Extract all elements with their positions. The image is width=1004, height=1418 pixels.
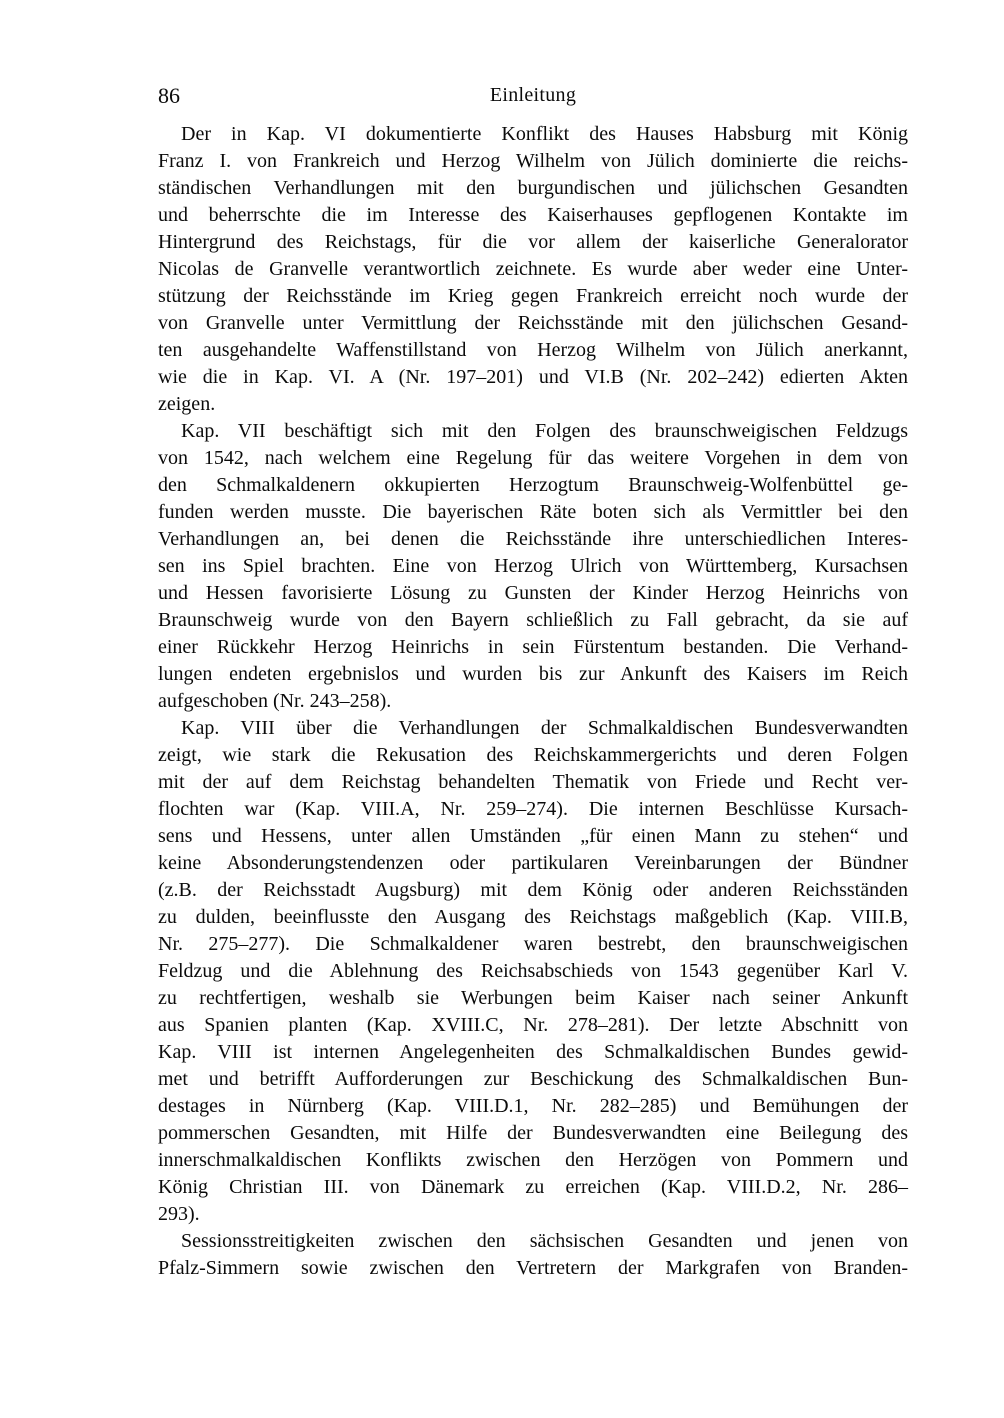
text-line: Braunschweig wurde von den Bayern schließlich zu Fall gebracht, da sie auf bbox=[158, 609, 908, 631]
text-line: Der in Kap. VI dokumentierte Konflikt des Hauses Habsburg mit König bbox=[181, 123, 908, 145]
text-line: mit der auf dem Reichstag behandelten Thematik von Friede und Recht ver- bbox=[158, 771, 908, 793]
text-line: funden werden musste. Die bayerischen Räte boten sich als Vermittler bei den bbox=[158, 501, 908, 523]
text-line: Kap. VII beschäftigt sich mit den Folgen des braunschweigischen Feldzugs bbox=[181, 420, 908, 442]
text-line: Kap. VIII ist internen Angelegenheiten des Schmalkaldischen Bundes gewid- bbox=[158, 1041, 908, 1063]
text-line: von Granvelle unter Vermittlung der Reichsstände mit den jülichschen Gesand- bbox=[158, 312, 908, 334]
text-line: Hintergrund des Reichstags, für die vor allem der kaiserliche Generalorator bbox=[158, 231, 908, 253]
text-line: Verhandlungen an, bei denen die Reichsstände ihre unterschiedlichen Interes- bbox=[158, 528, 908, 550]
text-line: innerschmalkaldischen Konflikts zwischen den Herzögen von Pommern und bbox=[158, 1149, 908, 1171]
text-line: Kap. VIII über die Verhandlungen der Schmalkaldischen Bundesverwandten bbox=[181, 717, 908, 739]
text-line: zu rechtfertigen, weshalb sie Werbungen beim Kaiser nach seiner Ankunft bbox=[158, 987, 908, 1009]
text-line: und Hessen favorisierte Lösung zu Gunsten der Kinder Herzog Heinrichs von bbox=[158, 582, 908, 604]
text-line: Feldzug und die Ablehnung des Reichsabschieds von 1543 gegenüber Karl V. bbox=[158, 960, 908, 982]
text-line: flochten war (Kap. VIII.A, Nr. 259–274). Die internen Beschlüsse Kursach- bbox=[158, 798, 908, 820]
text-line: sens und Hessens, unter allen Umständen „für einen Mann zu stehen“ und bbox=[158, 825, 908, 847]
text-line: (z.B. der Reichsstadt Augsburg) mit dem König oder anderen Reichsständen bbox=[158, 879, 908, 901]
page-number: 86 bbox=[158, 83, 180, 108]
text-line: aufgeschoben (Nr. 243–258). bbox=[158, 690, 392, 712]
text-line: Sessionsstreitigkeiten zwischen den sächsischen Gesandten und jenen von bbox=[181, 1230, 908, 1252]
text-line: sen ins Spiel brachten. Eine von Herzog Ulrich von Württemberg, Kursachsen bbox=[158, 555, 908, 577]
text-line: einer Rückkehr Herzog Heinrichs in sein Fürstentum bestanden. Die Verhand- bbox=[158, 636, 908, 658]
text-body bbox=[158, 121, 908, 1282]
text-line: zeigen. bbox=[158, 393, 216, 415]
text-line: zeigt, wie stark die Rekusation des Reichskammergerichts und deren Folgen bbox=[158, 744, 908, 766]
text-line: und beherrschte die im Interesse des Kaiserhauses gepflogenen Kontakte im bbox=[158, 204, 908, 226]
text-line: König Christian III. von Dänemark zu erreichen (Kap. VIII.D.2, Nr. 286– bbox=[158, 1176, 908, 1198]
text-line: von 1542, nach welchem eine Regelung für das weitere Vorgehen in dem von bbox=[158, 447, 908, 469]
text-line: stützung der Reichsstände im Krieg gegen Frankreich erreicht noch wurde der bbox=[158, 285, 908, 307]
running-header: Einleitung bbox=[489, 84, 577, 106]
text-line: den Schmalkaldenern okkupierten Herzogtum Braunschweig-Wolfenbüttel ge- bbox=[158, 474, 908, 496]
text-line: wie die in Kap. VI. A (Nr. 197–201) und VI.B (Nr. 202–242) edierten Akten bbox=[158, 366, 908, 388]
text-line: Nr. 275–277). Die Schmalkaldener waren bestrebt, den braunschweigischen bbox=[158, 933, 908, 955]
text-line: keine Absonderungstendenzen oder partikularen Vereinbarungen der Bündner bbox=[158, 852, 908, 874]
text-line: 293). bbox=[158, 1203, 200, 1225]
page-header bbox=[158, 82, 908, 109]
text-line: Nicolas de Granvelle verantwortlich zeichnete. Es wurde aber weder eine Unter- bbox=[158, 258, 908, 280]
text-line: ständischen Verhandlungen mit den burgundischen und jülichschen Gesandten bbox=[158, 177, 908, 199]
text-line: zu dulden, beeinflusste den Ausgang des Reichstags maßgeblich (Kap. VIII.B, bbox=[158, 906, 908, 928]
text-line: Pfalz-Simmern sowie zwischen den Vertretern der Markgrafen von Branden- bbox=[158, 1257, 908, 1279]
text-line: aus Spanien planten (Kap. XVIII.C, Nr. 278–281). Der letzte Abschnitt von bbox=[158, 1014, 908, 1036]
text-line: Franz I. von Frankreich und Herzog Wilhelm von Jülich dominierte die reichs- bbox=[158, 150, 908, 172]
text-line: ten ausgehandelte Waffenstillstand von Herzog Wilhelm von Jülich anerkannt, bbox=[158, 339, 908, 361]
text-line: destages in Nürnberg (Kap. VIII.D.1, Nr. 282–285) und Bemühungen der bbox=[158, 1095, 908, 1117]
text-line: pommerschen Gesandten, mit Hilfe der Bundesverwandten eine Beilegung des bbox=[158, 1122, 908, 1144]
text-line: met und betrifft Aufforderungen zur Beschickung des Schmalkaldischen Bun- bbox=[158, 1068, 908, 1090]
text-line: lungen endeten ergebnislos und wurden bis zur Ankunft des Kaisers im Reich bbox=[158, 663, 908, 685]
